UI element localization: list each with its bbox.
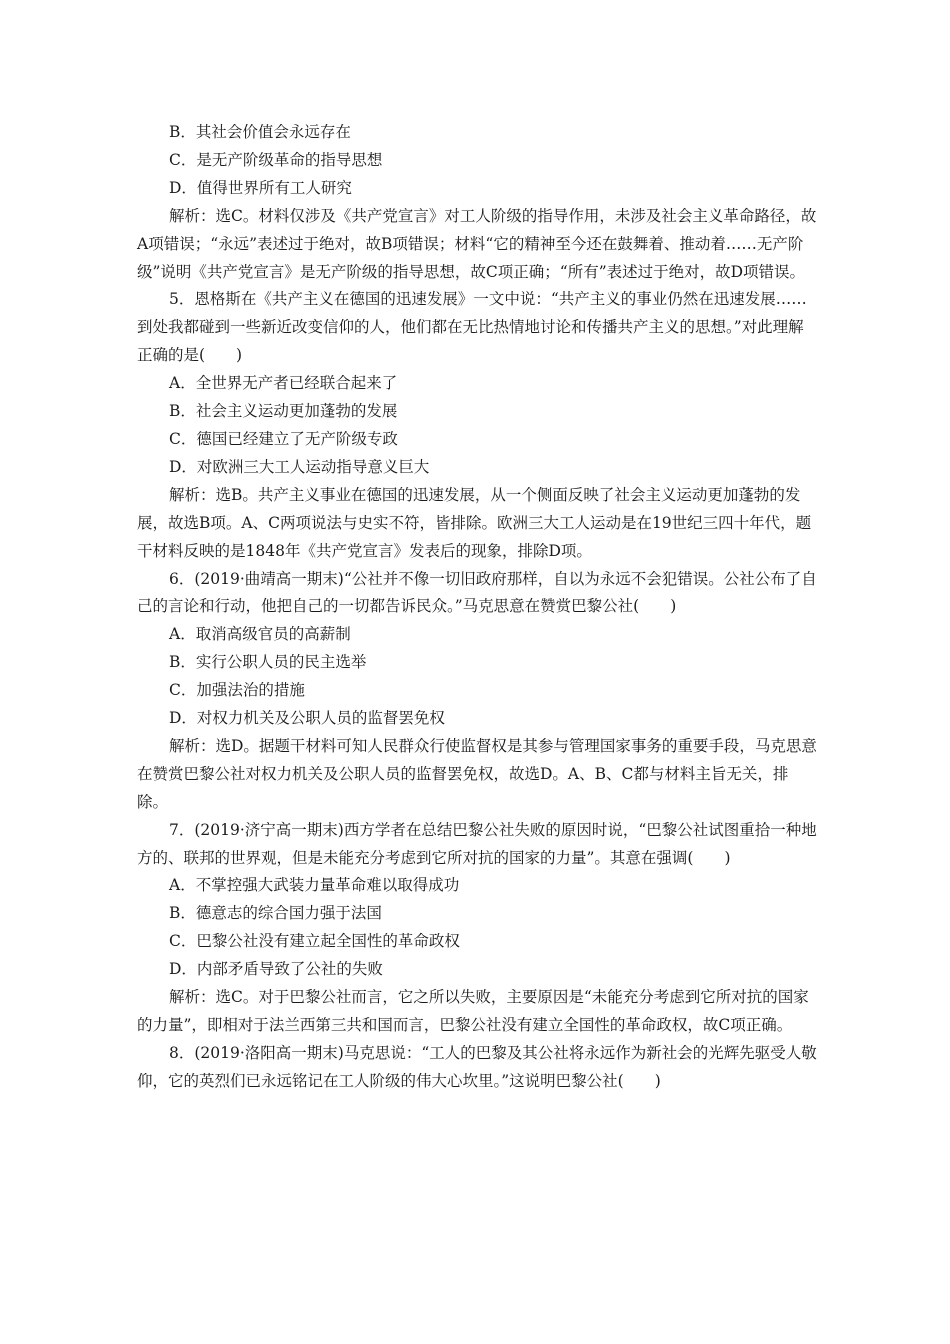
option-c: C．是无产阶级革命的指导思想 [169,150,383,169]
option-d: D．值得世界所有工人研究 [169,178,352,197]
question-7-stem: 7．(2019·济宁高一期末)西方学者在总结巴黎公社失败的原因时说，“巴黎公社试图重拾一种地方的、联邦的世界观，但是未能充分考虑到它所对抗的国家的力量”。其意在强调( ) [137,820,817,867]
question-8-stem: 8．(2019·洛阳高一期末)马克思说：“工人的巴黎及其公社将永远作为新社会的光辉先驱受人敬仰，它的英烈们已永远铭记在工人阶级的伟大心坎里。”这说明巴黎公社( ) [137,1043,817,1090]
question-5-option-d: D．对欧洲三大工人运动指导意义巨大 [169,457,430,476]
option-b: B．其社会价值会永远存在 [169,123,351,141]
question-7-option-b: B．德意志的综合国力强于法国 [169,904,382,923]
question-7-analysis: 解析：选C。对于巴黎公社而言，它之所以失败，主要原因是“未能充分考虑到它所对抗的国家的力量”，即相对于法兰西第三共和国而言，巴黎公社没有建立全国性的革命政权，故C项正确。 [137,988,809,1034]
question-6-option-c: C．加强法治的措施 [169,681,305,700]
question-5-option-a: A．全世界无产者已经联合起来了 [169,374,398,393]
question-7-option-d: D．内部矛盾导致了公社的失败 [169,960,383,979]
question-content [137,119,817,1096]
question-7-option-a: A．不掌控强大武装力量革命难以取得成功 [169,876,460,895]
question-6-analysis: 解析：选D。据题干材料可知人民群众行使监督权是其参与管理国家事务的重要手段，马克思意在赞赏巴黎公社对权力机关及公职人员的监督罢免权，故选D。A、B、C都与材料主旨无关，排除。 [137,736,817,811]
question-6-stem: 6．(2019·曲靖高一期末)“公社并不像一切旧政府那样，自以为永远不会犯错误。公社公布了自己的言论和行动，他把自己的一切都告诉民众。”马克思意在赞赏巴黎公社( ) [137,569,817,616]
question-6-option-a: A．取消高级官员的高薪制 [169,625,351,644]
question-6-option-d: D．对权力机关及公职人员的监督罢免权 [169,709,445,728]
question-6-option-b: B．实行公职人员的民主选举 [169,653,367,672]
question-5-option-c: C．德国已经建立了无产阶级专政 [169,429,398,448]
analysis-paragraph: 解析：选C。材料仅涉及《共产党宣言》对工人阶级的指导作用，未涉及社会主义革命路径，故A项错误；“永远”表述过于绝对，故B项错误；材料“它的精神至今还在鼓舞着、推动着……无产阶级”说明《共产党宣言》是无产阶级的指导思想，故C项正确；“所有”表述过于绝对，故D项错误。 [137,206,817,281]
question-5-option-b: B．社会主义运动更加蓬勃的发展 [169,402,398,421]
question-5-analysis: 解析：选B。共产主义事业在德国的迅速发展，从一个侧面反映了社会主义运动更加蓬勃的发展，故选B项。A、C两项说法与史实不符，皆排除。欧洲三大工人运动是在19世纪三四十年代，题干材料反映的是1848年《共产党宣言》发表后的现象，排除D项。 [137,485,812,560]
question-5-stem: 5．恩格斯在《共产主义在德国的迅速发展》一文中说：“共产主义的事业仍然在迅速发展……到处我都碰到一些新近改变信仰的人，他们都在无比热情地讨论和传播共产主义的思想。”对此理解正确的是( ) [137,290,807,365]
question-7-option-c: C．巴黎公社没有建立起全国性的革命政权 [169,932,460,951]
